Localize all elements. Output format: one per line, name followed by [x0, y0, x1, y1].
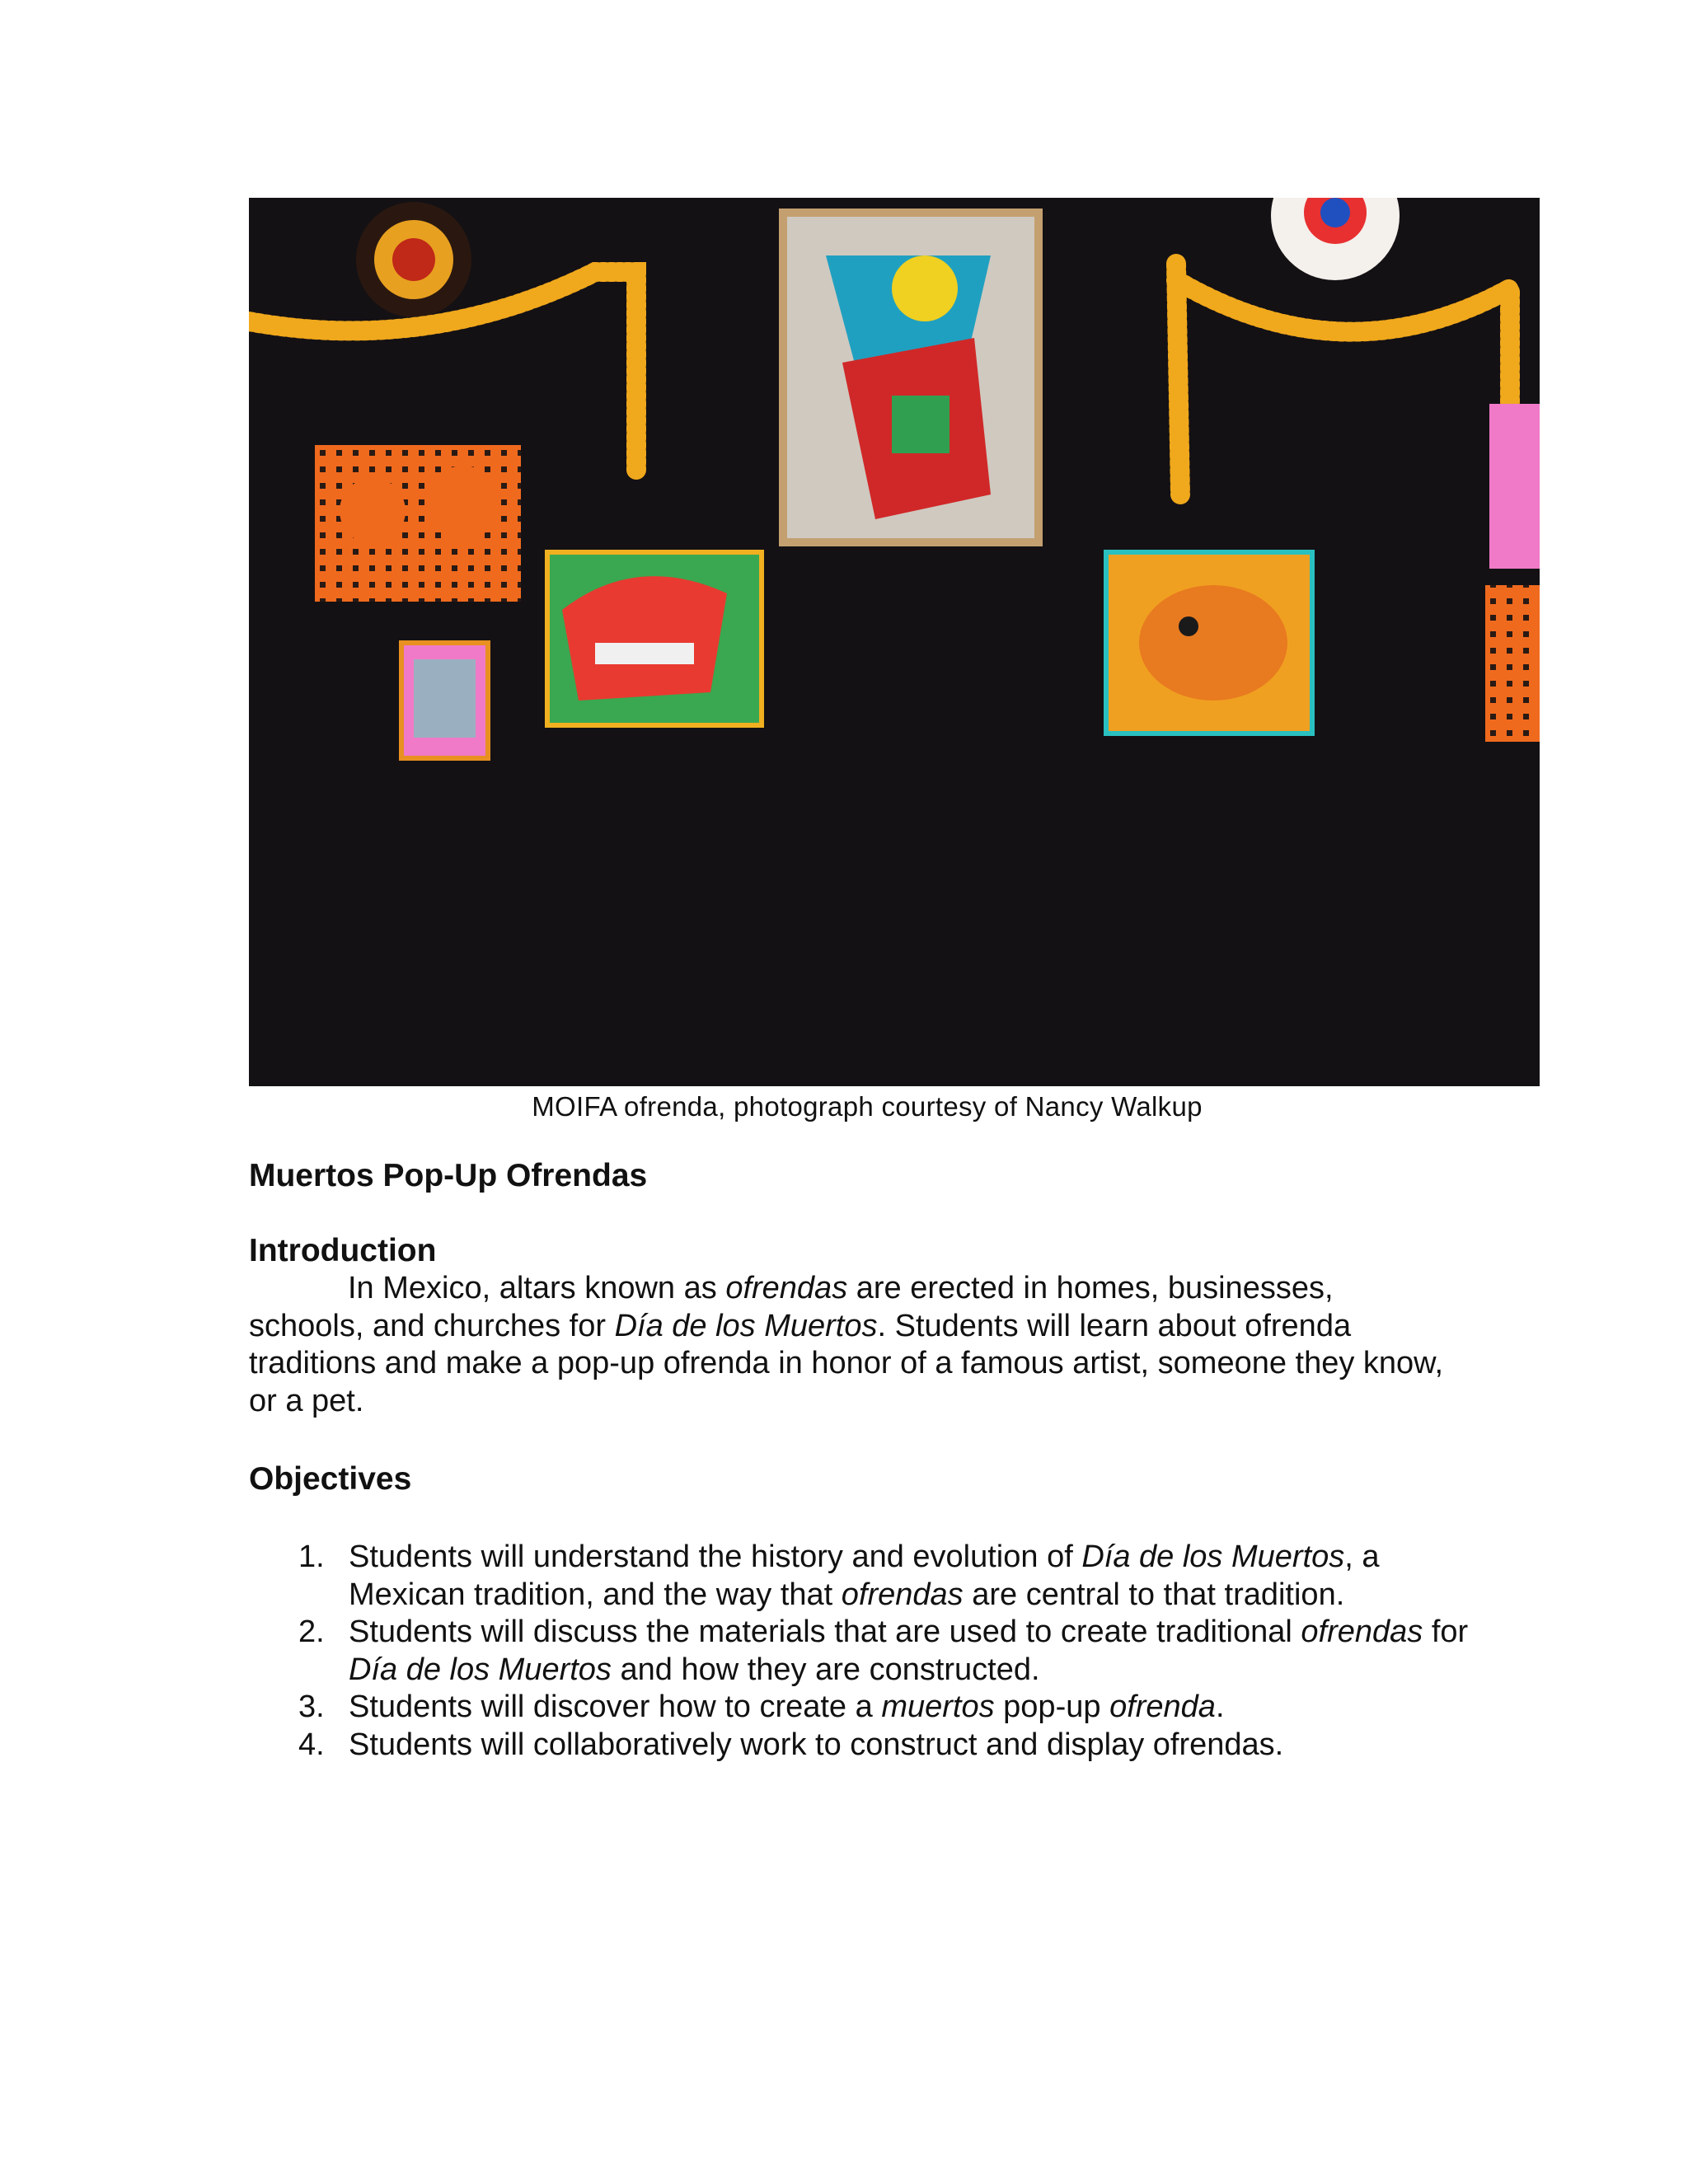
objective-number: 1.: [298, 1540, 325, 1574]
objective-text: for: [1423, 1615, 1469, 1649]
objectives-list: [249, 1539, 1502, 1764]
introduction-paragraph: [249, 1270, 1444, 1420]
ofrenda-photo: [249, 198, 1540, 1086]
document-title: Muertos Pop-Up Ofrendas: [249, 1158, 648, 1193]
objective-text: Students will collaboratively work to construct and display ofrendas.: [349, 1727, 1284, 1762]
objective-emphasis: ofrendas: [841, 1577, 964, 1612]
introduction-heading: Introduction: [249, 1233, 437, 1268]
objective-emphasis: Día de los Muertos: [349, 1652, 612, 1687]
intro-text-3: . Students will learn about ofrenda traditions and make a pop-up ofrenda in honor of a famous artist, someone they know, or a pet.: [249, 1308, 1444, 1418]
intro-emphasis-ofrendas: ofrendas: [725, 1271, 848, 1305]
objective-emphasis: ofrenda: [1109, 1690, 1216, 1724]
objective-item: [249, 1539, 1502, 1614]
objective-emphasis: Día de los Muertos: [1081, 1540, 1345, 1574]
objective-text: .: [1215, 1690, 1225, 1724]
intro-text-1: In Mexico, altars known as: [348, 1271, 726, 1305]
intro-text-2: are erected in homes, businesses, schools, and churches for: [249, 1271, 1334, 1343]
intro-emphasis-dia-de-los-muertos: Día de los Muertos: [614, 1308, 878, 1343]
ofrenda-illustration: [249, 198, 1540, 1086]
objective-item: [249, 1614, 1502, 1689]
objectives-heading: Objectives: [249, 1461, 412, 1497]
objective-number: 4.: [298, 1727, 325, 1762]
objective-number: 2.: [298, 1615, 325, 1649]
photo-caption: [249, 1091, 1540, 1122]
objective-text: are central to that tradition.: [963, 1577, 1345, 1612]
objective-text: pop-up: [994, 1690, 1110, 1724]
papel-picado-pink: [1489, 404, 1540, 569]
objective-text: , a Mexican tradition, and the way that: [349, 1540, 1380, 1612]
objective-emphasis: muertos: [881, 1690, 995, 1724]
objective-item: [249, 1727, 1502, 1765]
objective-emphasis: ofrendas: [1301, 1615, 1423, 1649]
photo-caption-text: MOIFA ofrenda, photograph courtesy of Nancy Walkup: [532, 1091, 1203, 1122]
objective-text: Students will discover how to create a: [349, 1690, 882, 1724]
objective-number: 3.: [298, 1690, 325, 1724]
objective-item: [249, 1689, 1502, 1727]
objective-text: and how they are constructed.: [611, 1652, 1040, 1687]
objective-text: Students will understand the history and evolution of: [349, 1540, 1082, 1574]
objective-text: Students will discuss the materials that are used to create traditional: [349, 1615, 1301, 1649]
papel-picado-right: [1485, 585, 1540, 742]
